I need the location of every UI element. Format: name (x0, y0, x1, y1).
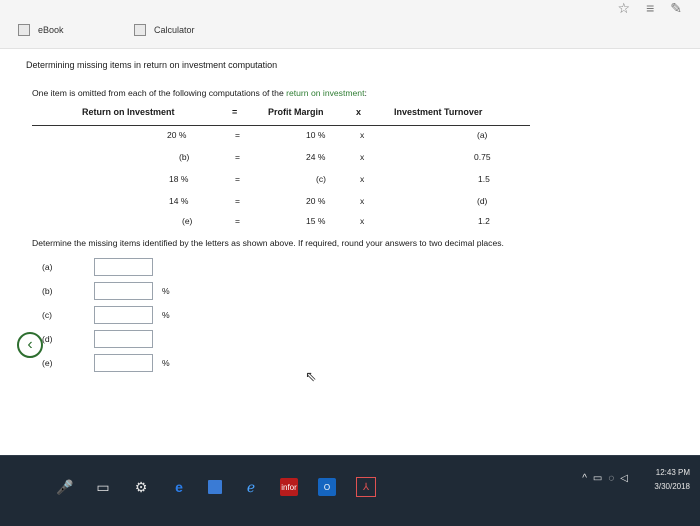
answer-row-b (36, 280, 336, 304)
answer-row-a (36, 256, 336, 280)
tray-icons (582, 472, 628, 486)
instructions-prefix: One item is omitted from each of the following computations of the (32, 88, 287, 98)
row-x: x (360, 216, 365, 226)
table-row (32, 152, 530, 170)
pen-icon[interactable]: ✎ (670, 0, 682, 16)
row-x: x (360, 196, 365, 206)
edge-icon[interactable]: e (175, 479, 183, 495)
star-icon[interactable]: ☆ (617, 0, 631, 16)
answer-letter-b: (b) (42, 286, 53, 296)
taskbar (0, 455, 700, 526)
row-eq: = (235, 174, 240, 184)
header-eq: = (232, 107, 238, 117)
table-row (32, 216, 530, 234)
answer-letter-a: (a) (42, 262, 53, 272)
table-row (32, 196, 530, 214)
infor-icon[interactable]: infor (280, 478, 298, 496)
row-profit-margin: 10 % (306, 130, 326, 140)
calculator-icon (134, 24, 146, 36)
problem-content (26, 50, 686, 445)
header-x: x (356, 107, 362, 117)
battery-icon[interactable]: ▭ (592, 473, 603, 484)
row-roi: 20 % (167, 130, 187, 140)
taskbar-icons (56, 477, 376, 497)
row-profit-margin: 24 % (306, 152, 326, 162)
answer-row-d (36, 328, 336, 352)
header-profit-margin: Profit Margin (268, 107, 324, 117)
store-icon[interactable] (208, 480, 222, 494)
roi-link[interactable]: return on investment (286, 88, 365, 98)
problem-heading: Determining missing items in return on investment computation (26, 60, 278, 70)
top-right-icons (618, 0, 682, 17)
answer-row-c (36, 304, 336, 328)
answer-input-e[interactable] (94, 354, 153, 372)
row-investment-turnover: 1.5 (478, 174, 490, 184)
instructions (32, 88, 367, 98)
answer-unit-e: % (162, 358, 170, 368)
row-roi: (e) (182, 216, 193, 226)
tab-ebook[interactable] (18, 20, 64, 40)
tab-calculator-label: Calculator (154, 25, 195, 35)
answer-input-c[interactable] (94, 306, 153, 324)
menu-icon[interactable]: ≡ (646, 0, 655, 16)
wifi-icon[interactable]: ◌ (608, 473, 615, 484)
row-investment-turnover: 1.2 (478, 216, 490, 226)
volume-icon[interactable]: ◁ (620, 473, 628, 484)
row-investment-turnover: 0.75 (474, 152, 491, 162)
tab-ebook-label: eBook (38, 25, 64, 35)
internet-explorer-icon[interactable]: ℯ (246, 478, 256, 495)
roi-table-header (32, 107, 530, 126)
row-roi: 14 % (169, 196, 189, 206)
determine-instructions: Determine the missing items identified by the letters as shown above. If required, round your answers to two decimal places. (32, 238, 504, 248)
row-x: x (360, 174, 365, 184)
answer-letter-e: (e) (42, 358, 53, 368)
row-investment-turnover: (d) (477, 196, 488, 206)
back-button[interactable] (17, 332, 43, 358)
answer-letter-d: (d) (42, 334, 53, 344)
answer-input-a[interactable] (94, 258, 153, 276)
row-x: x (360, 130, 365, 140)
chevron-up-icon[interactable]: ^ (582, 473, 587, 484)
answer-unit-b: % (162, 286, 170, 296)
header-investment-turnover: Investment Turnover (394, 107, 483, 117)
mouse-cursor-icon: ⇖ (305, 368, 317, 384)
ebook-icon (18, 24, 30, 36)
row-eq: = (235, 196, 240, 206)
answer-section (36, 256, 336, 376)
pdf-icon[interactable]: ⅄ (356, 477, 376, 497)
task-view-icon[interactable]: ▭ (96, 478, 110, 495)
answer-unit-c: % (162, 310, 170, 320)
row-profit-margin: (c) (316, 174, 326, 184)
row-eq: = (235, 216, 240, 226)
system-tray (582, 466, 690, 494)
settings-icon[interactable]: ⚙ (134, 478, 148, 495)
microphone-icon[interactable]: 🎤 (56, 478, 74, 495)
top-bar (0, 0, 700, 49)
row-x: x (360, 152, 365, 162)
chevron-left-icon: ‹ (27, 336, 33, 353)
outlook-icon[interactable]: O (318, 478, 336, 496)
clock-date: 3/30/2018 (654, 482, 690, 491)
clock-time: 12:43 PM (655, 468, 690, 477)
row-roi: 18 % (169, 174, 189, 184)
row-profit-margin: 15 % (306, 216, 326, 226)
tab-calculator[interactable] (134, 20, 195, 40)
row-roi: (b) (179, 152, 190, 162)
row-eq: = (235, 152, 240, 162)
table-row (32, 174, 530, 192)
answer-input-d[interactable] (94, 330, 153, 348)
instructions-suffix: : (364, 88, 367, 98)
row-profit-margin: 20 % (306, 196, 326, 206)
row-investment-turnover: (a) (477, 130, 488, 140)
answer-input-b[interactable] (94, 282, 153, 300)
answer-row-e (36, 352, 336, 376)
header-roi: Return on Investment (82, 107, 175, 117)
table-row (32, 130, 530, 148)
answer-letter-c: (c) (42, 310, 53, 320)
row-eq: = (235, 130, 240, 140)
